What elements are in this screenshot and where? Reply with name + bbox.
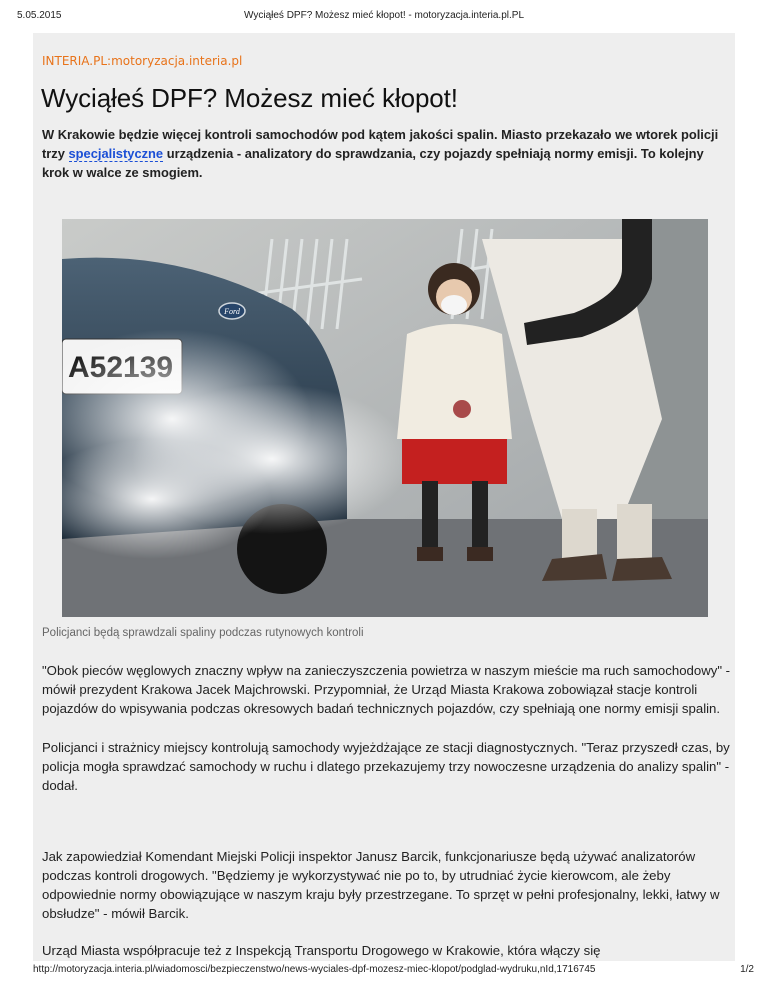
article-page [33,33,735,961]
paragraph-1: "Obok pieców węglowych znaczny wpływ na zanieczyszczenia powietrza w naszym mieście ma ruch samochodowy" - mówił prezydent Krakowa Jacek Majchrowski. Przypomniał, że Urząd Miasta Krakowa zobowiązał stacje kontroli pojazdów do wpisywania podczas okresowych badań technicznych pojazdów, czy spełniają one normy emisji spalin. [42,663,731,716]
car-badge: Ford [224,307,240,316]
photo-caption: Policjanci będą sprawdzali spaliny podczas rutynowych kontroli [42,627,364,639]
lead-text-end: urządzenia - analizatory do sprawdzania, czy pojazdy spełniają normy emisji. To kolejny krok w walce ze smogiem. [42,146,704,180]
article-headline: Wyciąłeś DPF? Możesz mieć kłopot! [41,83,458,113]
lead-text-start: W Krakowie będzie więcej kontroli samochodów pod kątem jakości spalin. Miasto przekazało we wtorek policji trzy [42,127,719,161]
print-header [0,10,768,24]
source-label: INTERIA.PL:motoryzacja.interia.pl [42,54,243,68]
paragraph-3: Jak zapowiedział Komendant Miejski Policji inspektor Janusz Barcik, funkcjonariusze będą używać analizatorów podczas kontroli drogowych. "Będziemy je wykorzystywać nie po to, by utrudniać życie kierowcom, ale żeby odpowiednie normy obowiązujące w naszym kraju były przestrzegane. To sprzęt w pełni profesjonalny, lekki, łatwy w obsłudze" - mówił Barcik. [42,849,720,921]
print-date: 5.05.2015 [17,10,62,21]
lead-keyword-link[interactable]: specjalistyczne [68,146,164,161]
print-title: Wyciąłeś DPF? Możesz mieć kłopot! - motoryzacja.interia.pl.PL [244,10,524,21]
article-photo [62,219,708,617]
photo-illustration [62,219,708,617]
page-number: 1/2 [740,964,754,975]
print-footer [0,964,768,978]
article-lead [42,125,734,182]
paragraph-4: Urząd Miasta współpracuje też z Inspekcją Transportu Drogowego w Krakowie, która włączy się [42,943,601,958]
page-url: http://motoryzacja.interia.pl/wiadomosci/bezpieczenstwo/news-wyciales-dpf-mozesz-miec-klopot/podglad-wydruku,nId,1716745 [33,964,596,975]
paragraph-2: Policjanci i strażnicy miejscy kontrolują samochody wyjeżdżające ze stacji diagnostycznych. "Teraz przyszedł czas, by policja mogła sprawdzać samochody w ruchu i dlatego przekazujemy trzy nowoczesne urządzenia do analizy spalin" - dodał. [42,740,730,793]
